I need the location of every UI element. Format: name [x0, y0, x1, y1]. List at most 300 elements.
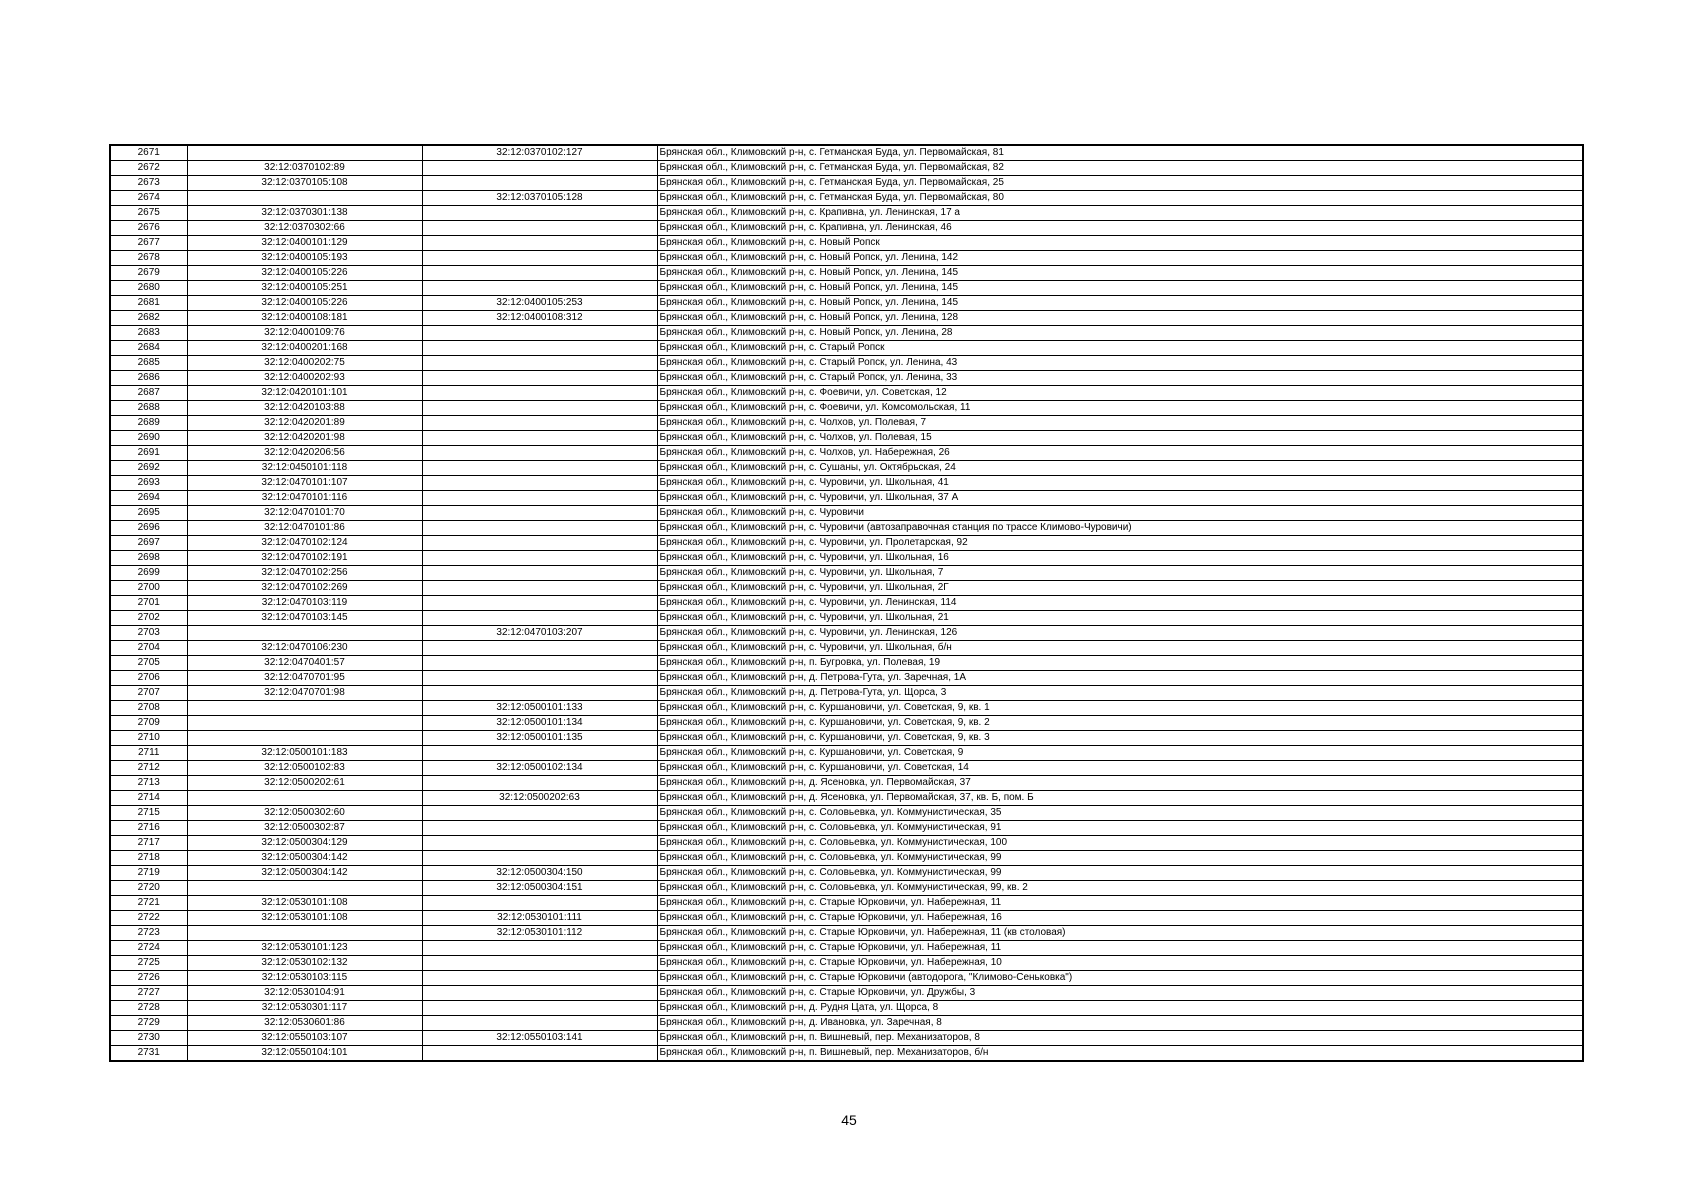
- building-cadastral-number-cell: [422, 251, 657, 266]
- parcel-cadastral-number-cell: 32:12:0470102:124: [187, 536, 422, 551]
- table-row: [110, 206, 1583, 221]
- parcel-cadastral-number-cell: 32:12:0420201:98: [187, 431, 422, 446]
- row-number-cell: 2682: [110, 311, 187, 326]
- address-cell: Брянская обл., Климовский р-н, с. Чуровичи, ул. Пролетарская, 92: [657, 536, 1583, 551]
- building-cadastral-number-cell: [422, 746, 657, 761]
- row-number-cell: 2717: [110, 836, 187, 851]
- parcel-cadastral-number-cell: 32:12:0370302:66: [187, 221, 422, 236]
- parcel-cadastral-number-cell: 32:12:0400108:181: [187, 311, 422, 326]
- address-cell: Брянская обл., Климовский р-н, д. Ивановка, ул. Заречная, 8: [657, 1016, 1583, 1031]
- building-cadastral-number-cell: [422, 221, 657, 236]
- address-cell: Брянская обл., Климовский р-н, с. Новый Ропск, ул. Ленина, 142: [657, 251, 1583, 266]
- building-cadastral-number-cell: [422, 371, 657, 386]
- parcel-cadastral-number-cell: 32:12:0370301:138: [187, 206, 422, 221]
- parcel-cadastral-number-cell: 32:12:0400101:129: [187, 236, 422, 251]
- table-row: [110, 821, 1583, 836]
- building-cadastral-number-cell: [422, 206, 657, 221]
- building-cadastral-number-cell: [422, 971, 657, 986]
- address-cell: Брянская обл., Климовский р-н, с. Куршановичи, ул. Советская, 9, кв. 1: [657, 701, 1583, 716]
- table-row: [110, 866, 1583, 881]
- table-row: [110, 746, 1583, 761]
- address-cell: Брянская обл., Климовский р-н, с. Гетманская Буда, ул. Первомайская, 80: [657, 191, 1583, 206]
- row-number-cell: 2692: [110, 461, 187, 476]
- row-number-cell: 2683: [110, 326, 187, 341]
- address-cell: Брянская обл., Климовский р-н, с. Соловьевка, ул. Коммунистическая, 100: [657, 836, 1583, 851]
- row-number-cell: 2705: [110, 656, 187, 671]
- table-row: [110, 296, 1583, 311]
- building-cadastral-number-cell: [422, 986, 657, 1001]
- row-number-cell: 2704: [110, 641, 187, 656]
- table-row: [110, 581, 1583, 596]
- address-cell: Брянская обл., Климовский р-н, с. Сушаны, ул. Октябрьская, 24: [657, 461, 1583, 476]
- building-cadastral-number-cell: [422, 656, 657, 671]
- row-number-cell: 2706: [110, 671, 187, 686]
- parcel-cadastral-number-cell: 32:12:0500304:129: [187, 836, 422, 851]
- address-cell: Брянская обл., Климовский р-н, с. Старые Юрковичи, ул. Набережная, 10: [657, 956, 1583, 971]
- address-cell: Брянская обл., Климовский р-н, с. Куршановичи, ул. Советская, 9, кв. 3: [657, 731, 1583, 746]
- building-cadastral-number-cell: 32:12:0500102:134: [422, 761, 657, 776]
- parcel-cadastral-number-cell: 32:12:0470101:107: [187, 476, 422, 491]
- address-cell: Брянская обл., Климовский р-н, с. Соловьевка, ул. Коммунистическая, 91: [657, 821, 1583, 836]
- address-cell: Брянская обл., Климовский р-н, с. Соловьевка, ул. Коммунистическая, 99: [657, 851, 1583, 866]
- address-cell: Брянская обл., Климовский р-н, п. Вишневый, пер. Механизаторов, 8: [657, 1031, 1583, 1046]
- address-cell: Брянская обл., Климовский р-н, с. Старые Юрковичи, ул. Дружбы, 3: [657, 986, 1583, 1001]
- table-row: [110, 266, 1583, 281]
- row-number-cell: 2713: [110, 776, 187, 791]
- table-row: [110, 416, 1583, 431]
- row-number-cell: 2730: [110, 1031, 187, 1046]
- building-cadastral-number-cell: 32:12:0370102:127: [422, 145, 657, 161]
- parcel-cadastral-number-cell: 32:12:0420206:56: [187, 446, 422, 461]
- address-cell: Брянская обл., Климовский р-н, с. Чолхов, ул. Полевая, 15: [657, 431, 1583, 446]
- parcel-cadastral-number-cell: 32:12:0400201:168: [187, 341, 422, 356]
- address-cell: Брянская обл., Климовский р-н, с. Чуровичи, ул. Школьная, б/н: [657, 641, 1583, 656]
- address-cell: Брянская обл., Климовский р-н, с. Старый Ропск: [657, 341, 1583, 356]
- address-cell: Брянская обл., Климовский р-н, с. Новый Ропск: [657, 236, 1583, 251]
- building-cadastral-number-cell: [422, 551, 657, 566]
- parcel-cadastral-number-cell: 32:12:0530103:115: [187, 971, 422, 986]
- address-cell: Брянская обл., Климовский р-н, с. Чуровичи, ул. Школьная, 37 А: [657, 491, 1583, 506]
- row-number-cell: 2721: [110, 896, 187, 911]
- building-cadastral-number-cell: 32:12:0500101:133: [422, 701, 657, 716]
- row-number-cell: 2718: [110, 851, 187, 866]
- building-cadastral-number-cell: [422, 446, 657, 461]
- building-cadastral-number-cell: [422, 431, 657, 446]
- table-row: [110, 731, 1583, 746]
- building-cadastral-number-cell: [422, 536, 657, 551]
- parcel-cadastral-number-cell: 32:12:0470103:119: [187, 596, 422, 611]
- row-number-cell: 2729: [110, 1016, 187, 1031]
- row-number-cell: 2712: [110, 761, 187, 776]
- table-row: [110, 1016, 1583, 1031]
- row-number-cell: 2703: [110, 626, 187, 641]
- address-cell: Брянская обл., Климовский р-н, с. Новый Ропск, ул. Ленина, 145: [657, 266, 1583, 281]
- address-cell: Брянская обл., Климовский р-н, с. Фоевичи, ул. Комсомольская, 11: [657, 401, 1583, 416]
- row-number-cell: 2677: [110, 236, 187, 251]
- row-number-cell: 2685: [110, 356, 187, 371]
- address-cell: Брянская обл., Климовский р-н, с. Крапивна, ул. Ленинская, 17 а: [657, 206, 1583, 221]
- table-row: [110, 221, 1583, 236]
- address-cell: Брянская обл., Климовский р-н, с. Старые Юрковичи, ул. Набережная, 16: [657, 911, 1583, 926]
- table-row: [110, 776, 1583, 791]
- parcel-cadastral-number-cell: 32:12:0530101:108: [187, 911, 422, 926]
- row-number-cell: 2714: [110, 791, 187, 806]
- address-cell: Брянская обл., Климовский р-н, с. Старый Ропск, ул. Ленина, 43: [657, 356, 1583, 371]
- table-row: [110, 761, 1583, 776]
- building-cadastral-number-cell: [422, 956, 657, 971]
- address-cell: Брянская обл., Климовский р-н, с. Чолхов, ул. Набережная, 26: [657, 446, 1583, 461]
- parcel-cadastral-number-cell: 32:12:0420101:101: [187, 386, 422, 401]
- row-number-cell: 2687: [110, 386, 187, 401]
- parcel-cadastral-number-cell: [187, 626, 422, 641]
- table-row: [110, 626, 1583, 641]
- building-cadastral-number-cell: 32:12:0400108:312: [422, 311, 657, 326]
- address-cell: Брянская обл., Климовский р-н, с. Чуровичи, ул. Школьная, 7: [657, 566, 1583, 581]
- building-cadastral-number-cell: [422, 566, 657, 581]
- address-cell: Брянская обл., Климовский р-н, с. Гетманская Буда, ул. Первомайская, 81: [657, 145, 1583, 161]
- row-number-cell: 2725: [110, 956, 187, 971]
- parcel-cadastral-number-cell: [187, 701, 422, 716]
- row-number-cell: 2688: [110, 401, 187, 416]
- address-cell: Брянская обл., Климовский р-н, с. Крапивна, ул. Ленинская, 46: [657, 221, 1583, 236]
- parcel-cadastral-number-cell: 32:12:0400105:251: [187, 281, 422, 296]
- table-row: [110, 956, 1583, 971]
- row-number-cell: 2681: [110, 296, 187, 311]
- table-row: [110, 881, 1583, 896]
- table-row: [110, 1031, 1583, 1046]
- building-cadastral-number-cell: 32:12:0550103:141: [422, 1031, 657, 1046]
- address-cell: Брянская обл., Климовский р-н, с. Чуровичи, ул. Школьная, 2Г: [657, 581, 1583, 596]
- table-row: [110, 686, 1583, 701]
- table-row: [110, 671, 1583, 686]
- table-row: [110, 791, 1583, 806]
- table-row: [110, 806, 1583, 821]
- parcel-cadastral-number-cell: 32:12:0500101:183: [187, 746, 422, 761]
- address-cell: Брянская обл., Климовский р-н, с. Куршановичи, ул. Советская, 14: [657, 761, 1583, 776]
- parcel-cadastral-number-cell: 32:12:0470701:95: [187, 671, 422, 686]
- address-cell: Брянская обл., Климовский р-н, с. Чуровичи, ул. Школьная, 21: [657, 611, 1583, 626]
- parcel-cadastral-number-cell: [187, 791, 422, 806]
- building-cadastral-number-cell: 32:12:0530101:112: [422, 926, 657, 941]
- parcel-cadastral-number-cell: 32:12:0530301:117: [187, 1001, 422, 1016]
- address-cell: Брянская обл., Климовский р-н, с. Куршановичи, ул. Советская, 9, кв. 2: [657, 716, 1583, 731]
- parcel-cadastral-number-cell: 32:12:0500304:142: [187, 851, 422, 866]
- row-number-cell: 2679: [110, 266, 187, 281]
- building-cadastral-number-cell: 32:12:0400105:253: [422, 296, 657, 311]
- table-row: [110, 236, 1583, 251]
- property-registry-table: [109, 144, 1584, 1062]
- building-cadastral-number-cell: [422, 491, 657, 506]
- building-cadastral-number-cell: [422, 1016, 657, 1031]
- table-row: [110, 371, 1583, 386]
- table-row: [110, 836, 1583, 851]
- building-cadastral-number-cell: 32:12:0500202:63: [422, 791, 657, 806]
- table-row: [110, 161, 1583, 176]
- address-cell: Брянская обл., Климовский р-н, с. Старые Юрковичи (автодорога, "Климово-Сеньковка"): [657, 971, 1583, 986]
- parcel-cadastral-number-cell: 32:12:0400202:93: [187, 371, 422, 386]
- table-row: [110, 896, 1583, 911]
- parcel-cadastral-number-cell: 32:12:0400105:226: [187, 296, 422, 311]
- building-cadastral-number-cell: 32:12:0500101:135: [422, 731, 657, 746]
- row-number-cell: 2708: [110, 701, 187, 716]
- row-number-cell: 2680: [110, 281, 187, 296]
- table-row: [110, 971, 1583, 986]
- address-cell: Брянская обл., Климовский р-н, д. Петрова-Гута, ул. Щорса, 3: [657, 686, 1583, 701]
- address-cell: Брянская обл., Климовский р-н, с. Старые Юрковичи, ул. Набережная, 11 (кв столовая): [657, 926, 1583, 941]
- parcel-cadastral-number-cell: [187, 731, 422, 746]
- table-row: [110, 926, 1583, 941]
- parcel-cadastral-number-cell: 32:12:0470701:98: [187, 686, 422, 701]
- registry-body: [110, 145, 1583, 1061]
- table-row: [110, 986, 1583, 1001]
- building-cadastral-number-cell: [422, 341, 657, 356]
- row-number-cell: 2726: [110, 971, 187, 986]
- row-number-cell: 2672: [110, 161, 187, 176]
- row-number-cell: 2710: [110, 731, 187, 746]
- row-number-cell: 2693: [110, 476, 187, 491]
- building-cadastral-number-cell: [422, 476, 657, 491]
- table-row: [110, 326, 1583, 341]
- table-row: [110, 356, 1583, 371]
- building-cadastral-number-cell: 32:12:0370105:128: [422, 191, 657, 206]
- parcel-cadastral-number-cell: 32:12:0500302:87: [187, 821, 422, 836]
- address-cell: Брянская обл., Климовский р-н, с. Гетманская Буда, ул. Первомайская, 25: [657, 176, 1583, 191]
- row-number-cell: 2728: [110, 1001, 187, 1016]
- building-cadastral-number-cell: 32:12:0500304:151: [422, 881, 657, 896]
- building-cadastral-number-cell: [422, 611, 657, 626]
- address-cell: Брянская обл., Климовский р-н, д. Петрова-Гута, ул. Заречная, 1А: [657, 671, 1583, 686]
- row-number-cell: 2689: [110, 416, 187, 431]
- parcel-cadastral-number-cell: [187, 191, 422, 206]
- row-number-cell: 2673: [110, 176, 187, 191]
- table-row: [110, 446, 1583, 461]
- table-row: [110, 461, 1583, 476]
- address-cell: Брянская обл., Климовский р-н, с. Фоевичи, ул. Советская, 12: [657, 386, 1583, 401]
- building-cadastral-number-cell: [422, 941, 657, 956]
- building-cadastral-number-cell: [422, 836, 657, 851]
- table-row: [110, 656, 1583, 671]
- parcel-cadastral-number-cell: 32:12:0400105:226: [187, 266, 422, 281]
- building-cadastral-number-cell: 32:12:0470103:207: [422, 626, 657, 641]
- table-row: [110, 611, 1583, 626]
- page-number: 45: [841, 1112, 857, 1128]
- building-cadastral-number-cell: [422, 176, 657, 191]
- row-number-cell: 2698: [110, 551, 187, 566]
- parcel-cadastral-number-cell: 32:12:0420201:89: [187, 416, 422, 431]
- address-cell: Брянская обл., Климовский р-н, с. Чуровичи, ул. Ленинская, 114: [657, 596, 1583, 611]
- address-cell: Брянская обл., Климовский р-н, с. Новый Ропск, ул. Ленина, 145: [657, 281, 1583, 296]
- row-number-cell: 2674: [110, 191, 187, 206]
- building-cadastral-number-cell: 32:12:0530101:111: [422, 911, 657, 926]
- building-cadastral-number-cell: [422, 236, 657, 251]
- building-cadastral-number-cell: [422, 671, 657, 686]
- address-cell: Брянская обл., Климовский р-н, с. Куршановичи, ул. Советская, 9: [657, 746, 1583, 761]
- row-number-cell: 2716: [110, 821, 187, 836]
- row-number-cell: 2731: [110, 1046, 187, 1062]
- parcel-cadastral-number-cell: [187, 881, 422, 896]
- parcel-cadastral-number-cell: 32:12:0400105:193: [187, 251, 422, 266]
- row-number-cell: 2691: [110, 446, 187, 461]
- table-row: [110, 701, 1583, 716]
- address-cell: Брянская обл., Климовский р-н, п. Вишневый, пер. Механизаторов, б/н: [657, 1046, 1583, 1062]
- parcel-cadastral-number-cell: 32:12:0470103:145: [187, 611, 422, 626]
- row-number-cell: 2724: [110, 941, 187, 956]
- parcel-cadastral-number-cell: 32:12:0530104:91: [187, 986, 422, 1001]
- row-number-cell: 2720: [110, 881, 187, 896]
- table-row: [110, 851, 1583, 866]
- table-row: [110, 641, 1583, 656]
- table-row: [110, 596, 1583, 611]
- row-number-cell: 2709: [110, 716, 187, 731]
- address-cell: Брянская обл., Климовский р-н, д. Ясеновка, ул. Первомайская, 37: [657, 776, 1583, 791]
- building-cadastral-number-cell: [422, 1046, 657, 1062]
- row-number-cell: 2684: [110, 341, 187, 356]
- parcel-cadastral-number-cell: [187, 926, 422, 941]
- row-number-cell: 2671: [110, 145, 187, 161]
- address-cell: Брянская обл., Климовский р-н, с. Новый Ропск, ул. Ленина, 28: [657, 326, 1583, 341]
- row-number-cell: 2722: [110, 911, 187, 926]
- building-cadastral-number-cell: 32:12:0500304:150: [422, 866, 657, 881]
- building-cadastral-number-cell: [422, 581, 657, 596]
- row-number-cell: 2696: [110, 521, 187, 536]
- table-row: [110, 566, 1583, 581]
- table-row: [110, 476, 1583, 491]
- parcel-cadastral-number-cell: 32:12:0500304:142: [187, 866, 422, 881]
- table-row: [110, 341, 1583, 356]
- row-number-cell: 2697: [110, 536, 187, 551]
- address-cell: Брянская обл., Климовский р-н, с. Соловьевка, ул. Коммунистическая, 99, кв. 2: [657, 881, 1583, 896]
- row-number-cell: 2676: [110, 221, 187, 236]
- row-number-cell: 2690: [110, 431, 187, 446]
- parcel-cadastral-number-cell: 32:12:0470101:70: [187, 506, 422, 521]
- address-cell: Брянская обл., Климовский р-н, д. Ясеновка, ул. Первомайская, 37, кв. Б, пом. Б: [657, 791, 1583, 806]
- building-cadastral-number-cell: [422, 266, 657, 281]
- table-row: [110, 145, 1583, 161]
- building-cadastral-number-cell: [422, 596, 657, 611]
- address-cell: Брянская обл., Климовский р-н, с. Чуровичи, ул. Школьная, 16: [657, 551, 1583, 566]
- parcel-cadastral-number-cell: 32:12:0500202:61: [187, 776, 422, 791]
- building-cadastral-number-cell: [422, 326, 657, 341]
- building-cadastral-number-cell: [422, 1001, 657, 1016]
- table-row: [110, 521, 1583, 536]
- parcel-cadastral-number-cell: 32:12:0470401:57: [187, 656, 422, 671]
- parcel-cadastral-number-cell: 32:12:0370102:89: [187, 161, 422, 176]
- parcel-cadastral-number-cell: 32:12:0530101:123: [187, 941, 422, 956]
- building-cadastral-number-cell: [422, 401, 657, 416]
- table-row: [110, 536, 1583, 551]
- address-cell: Брянская обл., Климовский р-н, с. Старые Юрковичи, ул. Набережная, 11: [657, 941, 1583, 956]
- address-cell: Брянская обл., Климовский р-н, с. Чуровичи: [657, 506, 1583, 521]
- table-row: [110, 1001, 1583, 1016]
- row-number-cell: 2719: [110, 866, 187, 881]
- table-row: [110, 431, 1583, 446]
- parcel-cadastral-number-cell: 32:12:0470101:116: [187, 491, 422, 506]
- address-cell: Брянская обл., Климовский р-н, с. Новый Ропск, ул. Ленина, 128: [657, 311, 1583, 326]
- building-cadastral-number-cell: [422, 896, 657, 911]
- address-cell: Брянская обл., Климовский р-н, с. Гетманская Буда, ул. Первомайская, 82: [657, 161, 1583, 176]
- building-cadastral-number-cell: [422, 806, 657, 821]
- table-row: [110, 551, 1583, 566]
- table-row: [110, 281, 1583, 296]
- building-cadastral-number-cell: [422, 161, 657, 176]
- address-cell: Брянская обл., Климовский р-н, с. Чуровичи (автозаправочная станция по трассе Климово-Чуровичи): [657, 521, 1583, 536]
- parcel-cadastral-number-cell: 32:12:0550103:107: [187, 1031, 422, 1046]
- row-number-cell: 2701: [110, 596, 187, 611]
- row-number-cell: 2694: [110, 491, 187, 506]
- table-row: [110, 716, 1583, 731]
- parcel-cadastral-number-cell: [187, 145, 422, 161]
- row-number-cell: 2699: [110, 566, 187, 581]
- building-cadastral-number-cell: [422, 416, 657, 431]
- building-cadastral-number-cell: [422, 506, 657, 521]
- building-cadastral-number-cell: [422, 386, 657, 401]
- parcel-cadastral-number-cell: 32:12:0530601:86: [187, 1016, 422, 1031]
- row-number-cell: 2700: [110, 581, 187, 596]
- parcel-cadastral-number-cell: 32:12:0400202:75: [187, 356, 422, 371]
- building-cadastral-number-cell: 32:12:0500101:134: [422, 716, 657, 731]
- row-number-cell: 2723: [110, 926, 187, 941]
- address-cell: Брянская обл., Климовский р-н, с. Чуровичи, ул. Ленинская, 126: [657, 626, 1583, 641]
- row-number-cell: 2711: [110, 746, 187, 761]
- row-number-cell: 2707: [110, 686, 187, 701]
- building-cadastral-number-cell: [422, 521, 657, 536]
- parcel-cadastral-number-cell: 32:12:0500302:60: [187, 806, 422, 821]
- parcel-cadastral-number-cell: 32:12:0470102:256: [187, 566, 422, 581]
- building-cadastral-number-cell: [422, 461, 657, 476]
- address-cell: Брянская обл., Климовский р-н, с. Соловьевка, ул. Коммунистическая, 35: [657, 806, 1583, 821]
- address-cell: Брянская обл., Климовский р-н, п. Бугровка, ул. Полевая, 19: [657, 656, 1583, 671]
- parcel-cadastral-number-cell: 32:12:0470102:269: [187, 581, 422, 596]
- parcel-cadastral-number-cell: 32:12:0470101:86: [187, 521, 422, 536]
- table-row: [110, 911, 1583, 926]
- table-row: [110, 251, 1583, 266]
- table-row: [110, 311, 1583, 326]
- parcel-cadastral-number-cell: 32:12:0420103:88: [187, 401, 422, 416]
- address-cell: Брянская обл., Климовский р-н, с. Старый Ропск, ул. Ленина, 33: [657, 371, 1583, 386]
- table-row: [110, 401, 1583, 416]
- parcel-cadastral-number-cell: 32:12:0370105:108: [187, 176, 422, 191]
- building-cadastral-number-cell: [422, 281, 657, 296]
- building-cadastral-number-cell: [422, 686, 657, 701]
- address-cell: Брянская обл., Климовский р-н, с. Соловьевка, ул. Коммунистическая, 99: [657, 866, 1583, 881]
- row-number-cell: 2727: [110, 986, 187, 1001]
- parcel-cadastral-number-cell: 32:12:0450101:118: [187, 461, 422, 476]
- building-cadastral-number-cell: [422, 821, 657, 836]
- building-cadastral-number-cell: [422, 641, 657, 656]
- address-cell: Брянская обл., Климовский р-н, с. Старые Юрковичи, ул. Набережная, 11: [657, 896, 1583, 911]
- row-number-cell: 2686: [110, 371, 187, 386]
- building-cadastral-number-cell: [422, 776, 657, 791]
- parcel-cadastral-number-cell: 32:12:0500102:83: [187, 761, 422, 776]
- parcel-cadastral-number-cell: [187, 716, 422, 731]
- parcel-cadastral-number-cell: 32:12:0530102:132: [187, 956, 422, 971]
- address-cell: Брянская обл., Климовский р-н, д. Рудня Цата, ул. Щорса, 8: [657, 1001, 1583, 1016]
- row-number-cell: 2675: [110, 206, 187, 221]
- row-number-cell: 2702: [110, 611, 187, 626]
- table-row: [110, 1046, 1583, 1062]
- building-cadastral-number-cell: [422, 356, 657, 371]
- address-cell: Брянская обл., Климовский р-н, с. Новый Ропск, ул. Ленина, 145: [657, 296, 1583, 311]
- parcel-cadastral-number-cell: 32:12:0400109:76: [187, 326, 422, 341]
- parcel-cadastral-number-cell: 32:12:0470102:191: [187, 551, 422, 566]
- address-cell: Брянская обл., Климовский р-н, с. Чуровичи, ул. Школьная, 41: [657, 476, 1583, 491]
- building-cadastral-number-cell: [422, 851, 657, 866]
- table-row: [110, 191, 1583, 206]
- table-row: [110, 941, 1583, 956]
- row-number-cell: 2678: [110, 251, 187, 266]
- row-number-cell: 2715: [110, 806, 187, 821]
- parcel-cadastral-number-cell: 32:12:0550104:101: [187, 1046, 422, 1062]
